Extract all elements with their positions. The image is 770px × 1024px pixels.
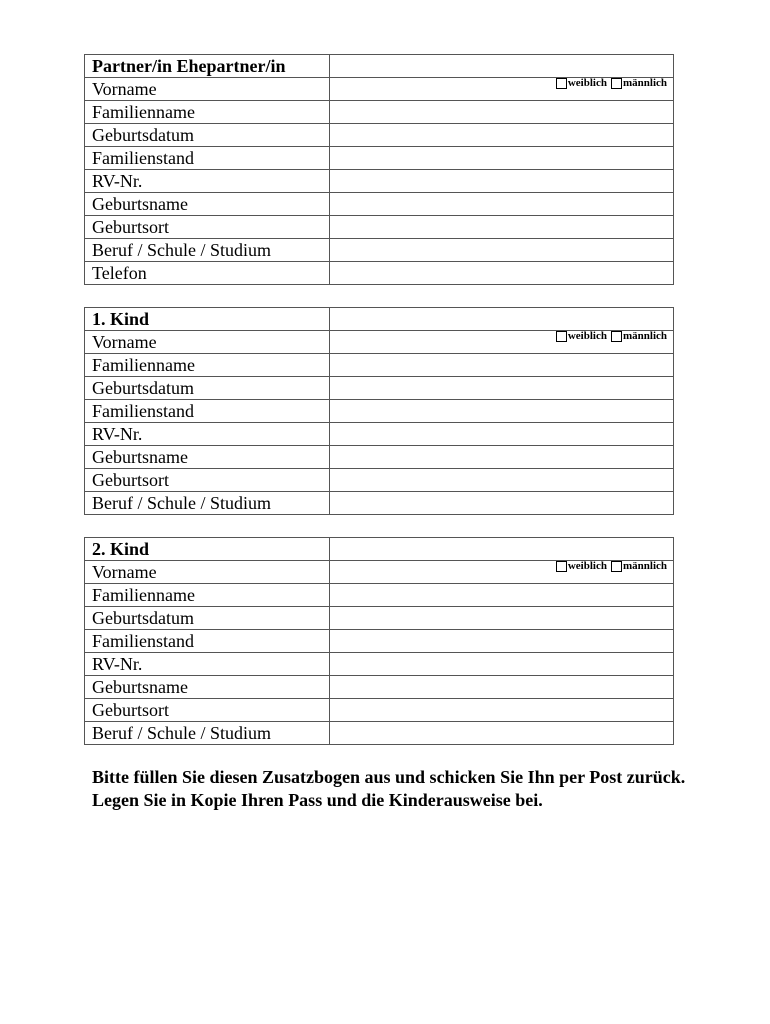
- field-label: Beruf / Schule / Studium: [85, 239, 330, 262]
- field-input[interactable]: [330, 262, 674, 285]
- field-input[interactable]: [330, 653, 674, 676]
- field-input[interactable]: [330, 239, 674, 262]
- kind2-row-vorname: [85, 561, 674, 584]
- field-input[interactable]: [330, 170, 674, 193]
- field-label: Geburtsdatum: [85, 124, 330, 147]
- field-label: Vorname: [85, 561, 330, 584]
- field-input[interactable]: [330, 630, 674, 653]
- field-label: Geburtsname: [85, 193, 330, 216]
- kind1-row-familienname: [85, 354, 674, 377]
- field-label: Geburtsdatum: [85, 607, 330, 630]
- checkbox-weiblich[interactable]: [556, 561, 567, 572]
- checkbox-weiblich[interactable]: [556, 78, 567, 89]
- field-input[interactable]: [330, 377, 674, 400]
- kind1-row-familienstand: [85, 400, 674, 423]
- field-label: RV-Nr.: [85, 170, 330, 193]
- kind2-table: [84, 537, 674, 745]
- field-label: Beruf / Schule / Studium: [85, 722, 330, 745]
- field-label: Familienname: [85, 584, 330, 607]
- field-label: Geburtsname: [85, 676, 330, 699]
- checkbox-maennlich[interactable]: [611, 331, 622, 342]
- partner-heading-row: [85, 55, 674, 78]
- field-input[interactable]: [330, 193, 674, 216]
- field-label: Familienstand: [85, 400, 330, 423]
- field-input[interactable]: [330, 492, 674, 515]
- partner-row-beruf: [85, 239, 674, 262]
- kind2-row-geburtsort: [85, 699, 674, 722]
- field-input[interactable]: [330, 584, 674, 607]
- field-input[interactable]: [330, 400, 674, 423]
- kind2-row-beruf: [85, 722, 674, 745]
- instructions-line-attach: Legen Sie in Kopie Ihren Pass und die Kinderausweise bei.: [92, 790, 543, 810]
- field-label: RV-Nr.: [85, 423, 330, 446]
- field-input[interactable]: [330, 147, 674, 170]
- gender-label-weiblich: weiblich: [567, 77, 607, 89]
- kind1-table: [84, 307, 674, 515]
- kind1-row-geburtsname: [85, 446, 674, 469]
- field-label: Geburtsort: [85, 469, 330, 492]
- partner-row-geburtsort: [85, 216, 674, 239]
- field-input[interactable]: [330, 101, 674, 124]
- field-label: Telefon: [85, 262, 330, 285]
- partner-row-geburtsdatum: [85, 124, 674, 147]
- field-label: Familienname: [85, 354, 330, 377]
- kind1-heading: 1. Kind: [85, 308, 330, 331]
- field-input[interactable]: [330, 423, 674, 446]
- kind1-heading-row: [85, 308, 674, 331]
- field-label: Familienstand: [85, 147, 330, 170]
- gender-label-weiblich: weiblich: [567, 560, 607, 572]
- field-input[interactable]: [330, 354, 674, 377]
- field-input[interactable]: [330, 216, 674, 239]
- field-input[interactable]: [330, 676, 674, 699]
- partner-row-familienstand: [85, 147, 674, 170]
- gender-selector: [556, 561, 667, 573]
- checkbox-weiblich[interactable]: [556, 331, 567, 342]
- kind2-row-rv-nr: [85, 653, 674, 676]
- field-input[interactable]: [330, 561, 674, 584]
- field-label: Geburtsdatum: [85, 377, 330, 400]
- field-label: Beruf / Schule / Studium: [85, 492, 330, 515]
- partner-table: [84, 54, 674, 285]
- gender-label-maennlich: männlich: [622, 560, 667, 572]
- field-label: Familienstand: [85, 630, 330, 653]
- field-label: Vorname: [85, 331, 330, 354]
- instructions-note: [92, 766, 692, 812]
- kind2-row-geburtsdatum: [85, 607, 674, 630]
- field-label: Geburtsort: [85, 699, 330, 722]
- field-input[interactable]: [330, 699, 674, 722]
- gender-selector: [556, 331, 667, 343]
- kind2-heading: 2. Kind: [85, 538, 330, 561]
- gender-label-maennlich: männlich: [622, 77, 667, 89]
- kind2-row-familienstand: [85, 630, 674, 653]
- instructions-line-send: Bitte füllen Sie diesen Zusatzbogen aus und schicken Sie Ihn per Post zurück.: [92, 767, 686, 787]
- kind1-row-geburtsdatum: [85, 377, 674, 400]
- kind1-heading-value: [330, 308, 674, 331]
- kind1-row-geburtsort: [85, 469, 674, 492]
- field-label: Geburtsort: [85, 216, 330, 239]
- field-input[interactable]: [330, 469, 674, 492]
- field-input[interactable]: [330, 78, 674, 101]
- kind2-heading-row: [85, 538, 674, 561]
- field-input[interactable]: [330, 124, 674, 147]
- gender-label-maennlich: männlich: [622, 330, 667, 342]
- kind2-row-geburtsname: [85, 676, 674, 699]
- partner-row-familienname: [85, 101, 674, 124]
- field-input[interactable]: [330, 607, 674, 630]
- partner-heading: Partner/in Ehepartner/in: [85, 55, 330, 78]
- gender-selector: [556, 78, 667, 90]
- kind1-row-beruf: [85, 492, 674, 515]
- field-label: Geburtsname: [85, 446, 330, 469]
- partner-row-vorname: [85, 78, 674, 101]
- field-label: RV-Nr.: [85, 653, 330, 676]
- kind2-heading-value: [330, 538, 674, 561]
- partner-row-geburtsname: [85, 193, 674, 216]
- partner-row-rv-nr: [85, 170, 674, 193]
- kind1-row-vorname: [85, 331, 674, 354]
- field-label: Vorname: [85, 78, 330, 101]
- partner-row-telefon: [85, 262, 674, 285]
- field-label: Familienname: [85, 101, 330, 124]
- field-input[interactable]: [330, 331, 674, 354]
- field-input[interactable]: [330, 722, 674, 745]
- checkbox-maennlich[interactable]: [611, 78, 622, 89]
- field-input[interactable]: [330, 446, 674, 469]
- kind1-row-rv-nr: [85, 423, 674, 446]
- checkbox-maennlich[interactable]: [611, 561, 622, 572]
- gender-label-weiblich: weiblich: [567, 330, 607, 342]
- kind2-row-familienname: [85, 584, 674, 607]
- partner-heading-value: [330, 55, 674, 78]
